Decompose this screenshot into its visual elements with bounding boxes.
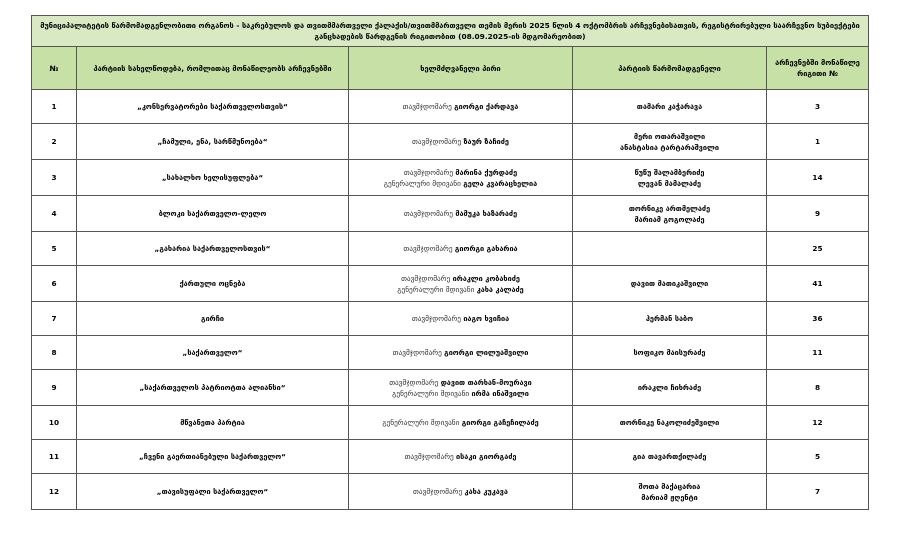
table-row <box>32 406 869 440</box>
representative-name: თორნიკე ნაკოლიძეშვილი <box>619 418 720 427</box>
leader-role: თავმჯდომარე <box>411 314 461 323</box>
row-number: 8 <box>32 336 77 370</box>
leader-cell <box>349 90 573 124</box>
party-name: მწვანეთა პარტია <box>77 406 349 440</box>
leader-line <box>352 284 569 295</box>
representative-name: თორნიკე ართმელაძე <box>628 203 711 213</box>
table-row <box>32 266 869 302</box>
representative-cell <box>573 336 767 370</box>
representative-cell <box>573 370 767 406</box>
leader-cell <box>349 406 573 440</box>
header-number: № <box>32 47 77 90</box>
representative-cell <box>573 440 767 474</box>
party-name: „თავისუფალი საქართველო“ <box>77 474 349 510</box>
leader-line <box>352 377 569 388</box>
leader-role: გენერალური მდივანი <box>383 178 461 188</box>
table-row <box>32 336 869 370</box>
row-number: 9 <box>32 370 77 406</box>
party-name: „ჩამული, ენა, სარწმუნოება“ <box>77 124 349 160</box>
leader-line <box>352 178 569 189</box>
leader-role: თავმჯდომარე <box>413 487 463 496</box>
leader-name: გიორგი ქარდავა <box>454 102 519 111</box>
row-number: 7 <box>32 302 77 336</box>
row-number: 6 <box>32 266 77 302</box>
leader-role: თავმჯდომარე <box>404 452 454 461</box>
ballot-number: 9 <box>767 196 869 232</box>
representative-name: მარიამ ჟღენტი <box>641 492 698 502</box>
header-party-name: პარტიის სახელწოდება, რომლითაც მონაწილეობს არჩევნებში <box>77 47 349 90</box>
row-number: 5 <box>32 232 77 266</box>
leader-name: კახა კალაძე <box>476 284 524 294</box>
party-name: „სახალხო ხელისუფლება“ <box>77 160 349 196</box>
ballot-number: 5 <box>767 440 869 474</box>
party-name: ქართული ოცნება <box>77 266 349 302</box>
table-row <box>32 302 869 336</box>
table-caption: მუნიციპალიტეტის წარმომადგენლობითი ორგანოს - საკრებულოს და თვითმმართველი ქალაქის/თვითმმართველი თემის მერის 2025 წლის 4 ოქტომბრის არჩევნებისათვის, რეგისტრირებული საარჩევნო სუბიექტები განცხადების წარდგენის რიგითობით (08.09.2025-ის მდგომარეობით) <box>32 16 869 47</box>
representative-name: ლევან მამალაძე <box>637 178 702 188</box>
leader-cell <box>349 302 573 336</box>
leader-name: ისაკი გიორგაძე <box>456 452 517 461</box>
leader-cell <box>349 160 573 196</box>
leader-name: მამუკა ხაზარაძე <box>455 209 518 218</box>
leader-cell <box>349 370 573 406</box>
ballot-number: 36 <box>767 302 869 336</box>
ballot-number: 7 <box>767 474 869 510</box>
table-row <box>32 90 869 124</box>
leader-cell <box>349 196 573 232</box>
table-row <box>32 232 869 266</box>
leader-role: გენერალური მდივანი <box>392 388 470 398</box>
representative-name: ირაკლი ჩიხრაძე <box>637 383 702 392</box>
representative-cell <box>573 266 767 302</box>
table-row <box>32 440 869 474</box>
leader-name: ირაკლი კობახიძე <box>452 273 520 283</box>
representative-cell <box>573 474 767 510</box>
table-body <box>32 90 869 510</box>
leader-line <box>352 136 569 147</box>
representative-cell <box>573 406 767 440</box>
leader-role: თავმჯდომარე <box>401 273 451 283</box>
leader-name: იაგო ხვიჩია <box>463 314 510 323</box>
leader-cell <box>349 232 573 266</box>
representative-cell <box>573 160 767 196</box>
leader-line <box>352 451 569 462</box>
row-number: 12 <box>32 474 77 510</box>
leader-name: გელა კვარაცხელია <box>463 178 538 188</box>
row-number: 1 <box>32 90 77 124</box>
leader-name: გიორგი გახარია <box>454 244 518 253</box>
representative-cell <box>573 90 767 124</box>
ballot-number: 3 <box>767 90 869 124</box>
header-row <box>32 47 869 90</box>
leader-line <box>352 486 569 497</box>
table-row <box>32 160 869 196</box>
representative-name: ანასტასია ტარტარაშვილი <box>620 142 719 152</box>
representative-name: დავით მათიკაშვილი <box>630 279 709 288</box>
party-name: „გახარია საქართველოსთვის“ <box>77 232 349 266</box>
party-name: ბლოკი საქართველო-ლელო <box>77 196 349 232</box>
leader-cell <box>349 124 573 160</box>
leader-name: გიორგი ლილუაშვილი <box>444 348 529 357</box>
ballot-number: 14 <box>767 160 869 196</box>
representative-name: გია თავართქილაძე <box>632 452 707 461</box>
party-name: „საქართველოს პატრიოტთა ალიანსი“ <box>77 370 349 406</box>
leader-role: თავმჯდომარე <box>403 244 453 253</box>
ballot-number: 25 <box>767 232 869 266</box>
leader-line <box>352 208 569 219</box>
leader-cell <box>349 474 573 510</box>
leader-name: ზაურ ზაჩიძე <box>463 137 509 146</box>
leader-role: თავმჯდომარე <box>392 348 442 357</box>
leader-line <box>352 388 569 399</box>
subjects-table <box>31 15 869 510</box>
ballot-number: 12 <box>767 406 869 440</box>
leader-name: დავით თარხან-მოურავი <box>440 377 532 387</box>
leader-name: ირმა ინაშვილი <box>471 388 529 398</box>
row-number: 2 <box>32 124 77 160</box>
representative-cell <box>573 124 767 160</box>
leader-role: თავმჯდომარე <box>389 377 439 387</box>
header-leader: ხელმძღვანელი პირი <box>349 47 573 90</box>
header-ballot-number: არჩევნებში მონაწილე რიგითი № <box>767 47 869 90</box>
representative-name: ჰერმან საბო <box>645 314 694 323</box>
representative-cell <box>573 302 767 336</box>
party-name: „საქართველო“ <box>77 336 349 370</box>
party-name: „ჩვენი გაერთიანებული საქართველო“ <box>77 440 349 474</box>
representative-name: წუწუ შალამბერიძე <box>634 167 705 177</box>
party-name: „კონსერვატორები საქართველოსთვის“ <box>77 90 349 124</box>
row-number: 4 <box>32 196 77 232</box>
representative-name: შოთა მაქაცარია <box>638 481 701 491</box>
representative-cell <box>573 196 767 232</box>
leader-cell <box>349 336 573 370</box>
leader-role: გენერალური მდივანი <box>397 284 475 294</box>
leader-role: თავმჯდომარე <box>402 102 452 111</box>
leader-role: თავმჯდომარე <box>403 209 454 218</box>
leader-line <box>352 101 569 112</box>
table-row <box>32 474 869 510</box>
representative-name: თამარი კაჭარავა <box>636 102 703 111</box>
representative-name: მერი ოთარაშვილი <box>633 131 706 141</box>
table-row <box>32 196 869 232</box>
table-row <box>32 370 869 406</box>
leader-cell <box>349 266 573 302</box>
row-number: 10 <box>32 406 77 440</box>
header-representative: პარტიის წარმომადგენელი <box>573 47 767 90</box>
ballot-number: 11 <box>767 336 869 370</box>
ballot-number: 1 <box>767 124 869 160</box>
representative-name: სოფიკო მაისურაძე <box>633 348 706 357</box>
leader-role: გენერალური მდივანი <box>382 418 460 427</box>
leader-name: გიორგი გაჩეჩილაძე <box>461 418 539 427</box>
leader-line <box>352 273 569 284</box>
table-row <box>32 124 869 160</box>
ballot-number: 8 <box>767 370 869 406</box>
row-number: 3 <box>32 160 77 196</box>
leader-name: კახა კუკავა <box>464 487 508 496</box>
leader-role: თავმჯდომარე <box>412 137 462 146</box>
leader-line <box>352 347 569 358</box>
leader-line <box>352 243 569 254</box>
leader-role: თავმჯდომარე <box>403 167 454 177</box>
leader-line <box>352 167 569 178</box>
leader-line <box>352 313 569 324</box>
ballot-number: 41 <box>767 266 869 302</box>
leader-name: მარინა ქურდაძე <box>455 167 518 177</box>
row-number: 11 <box>32 440 77 474</box>
representative-cell <box>573 232 767 266</box>
leader-cell <box>349 440 573 474</box>
party-name: გირჩი <box>77 302 349 336</box>
leader-line <box>352 417 569 428</box>
representative-name: მარიამ გოგოლაძე <box>634 214 705 224</box>
